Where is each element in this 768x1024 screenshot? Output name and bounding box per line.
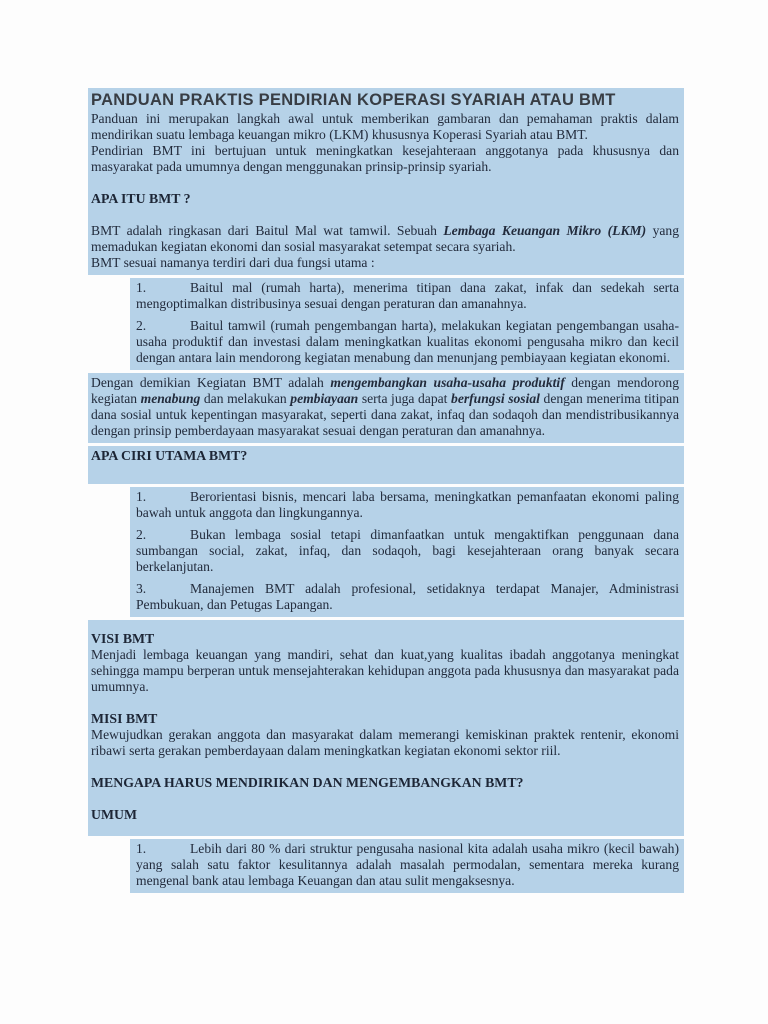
fungsi-item-1 <box>136 280 679 312</box>
umum-heading: UMUM <box>91 807 137 822</box>
apa-itu-paragraph <box>91 223 679 255</box>
blank-line <box>91 791 679 807</box>
ciri-item-2 <box>136 527 679 575</box>
misi-heading: MISI BMT <box>91 711 158 726</box>
text-run: dengan menerima titipan dana sosial untuk kepentingan masyarakat, seperti dana zakat, infaq dan sodaqoh dan mendistribusikannya dengan prinsip pemberdayaan masyarakat sesuai dengan peraturan dan amanahnya. <box>91 391 679 438</box>
text-run: dan melakukan <box>200 391 291 406</box>
emphasis-run: Lembaga Keuangan Mikro (LKM) <box>443 223 647 238</box>
intro-paragraph-2: Pendirian BMT ini bertujuan untuk meningkatkan kesejahteraan anggotanya pada khususnya dan masyarakat pada umumnya dengan menggunakan prinsip-prinsip syariah. <box>91 143 679 174</box>
emphasis-run: menabung <box>140 391 201 406</box>
visi-heading: VISI BMT <box>91 631 155 646</box>
blank-line <box>91 464 679 480</box>
blank-line <box>91 175 679 191</box>
emphasis-run: berfungsi sosial <box>451 391 540 406</box>
visi-paragraph: Menjadi lembaga keuangan yang mandiri, sehat dan kuat,yang kualitas ibadah anggotanya meningkat sehingga mampu berperan untuk mensejahterakan kehidupan anggota pada khususnya dan masyarakat pada umumnya. <box>91 647 679 694</box>
list-item-text: Baitul mal (rumah harta), menerima titipan dana zakat, infak dan sedekah serta mengoptimalkan distribusinya sesuai dengan peraturan dan amanahnya. <box>136 280 679 311</box>
ciri-item-3 <box>136 581 679 613</box>
kegiatan-paragraph <box>91 375 679 439</box>
list-number: 1. <box>136 280 147 295</box>
emphasis-run: pembiayaan <box>290 391 359 406</box>
kegiatan-summary-section <box>88 373 684 443</box>
list-item-text: Bukan lembaga sosial tetapi dimanfaatkan untuk mengaktifkan penggunaan dana sumbangan social, zakat, infaq, dan sodaqoh, bagi kesejahteraan orang banyak secara berkelanjutan. <box>136 527 679 574</box>
blank-line <box>91 759 679 775</box>
blank-line <box>91 823 679 832</box>
list-number: 2. <box>136 527 147 542</box>
visi-misi-section <box>88 620 684 836</box>
ciri-heading-section <box>88 446 684 484</box>
list-item-text: Berorientasi bisnis, mencari laba bersama, meningkatkan pemanfaatan ekonomi paling bawah untuk anggota dan lingkungannya. <box>136 489 679 520</box>
list-item-text: Manajemen BMT adalah profesional, setidaknya terdapat Manajer, Administrasi Pembukuan, dan Petugas Lapangan. <box>136 581 679 612</box>
list-number: 1. <box>136 841 147 856</box>
apa-itu-heading: APA ITU BMT ? <box>91 191 191 206</box>
intro-section <box>88 88 684 275</box>
blank-line <box>91 622 679 631</box>
intro-paragraph-1: Panduan ini merupakan langkah awal untuk memberikan gambaran dan pemahaman praktis dalam mendirikan suatu lembaga keuangan mikro (LKM) khususnya Koperasi Syariah atau BMT. <box>91 111 679 142</box>
mengapa-heading: MENGAPA HARUS MENDIRIKAN DAN MENGEMBANGKAN BMT? <box>91 775 524 790</box>
blank-line <box>91 695 679 711</box>
ciri-item-1 <box>136 489 679 521</box>
ciri-heading: APA CIRI UTAMA BMT? <box>91 448 248 463</box>
umum-list-section <box>130 839 684 893</box>
umum-item-1 <box>136 841 679 889</box>
list-number: 1. <box>136 489 147 504</box>
text-run: yang memadukan kegiatan ekonomi dan sosial masyarakat setempat secara syariah. <box>91 223 679 254</box>
blank-line <box>91 207 679 223</box>
fungsi-list-section <box>130 278 684 370</box>
misi-paragraph: Mewujudkan gerakan anggota dan masyarakat dalam memerangi kemiskinan praktek rentenir, ekonomi ribawi serta gerakan pemberdayaan dalam meningkatkan kegiatan ekonomi sektor riil. <box>91 727 679 758</box>
text-run: dengan mendorong kegiatan <box>91 375 679 406</box>
ciri-list-section <box>130 487 684 617</box>
list-item-text: Lebih dari 80 % dari struktur pengusaha nasional kita adalah usaha mikro (kecil bawah) yang salah satu faktor kesulitannya adalah masalah permodalan, sementara mereka kurang mengenal bank atau lembaga Keuangan dan atau sulit mengaksesnya. <box>136 841 679 888</box>
text-run: Dengan demikian Kegiatan BMT adalah <box>91 375 331 390</box>
text-run: serta juga dapat <box>358 391 452 406</box>
text-run: BMT adalah ringkasan dari Baitul Mal wat tamwil. Sebuah <box>91 223 444 238</box>
list-number: 3. <box>136 581 147 596</box>
document-title: PANDUAN PRAKTIS PENDIRIAN KOPERASI SYARIAH ATAU BMT <box>91 91 616 109</box>
fungsi-intro-line: BMT sesuai namanya terdiri dari dua fungsi utama : <box>91 255 375 270</box>
fungsi-item-2 <box>136 318 679 366</box>
list-number: 2. <box>136 318 147 333</box>
emphasis-run: mengembangkan usaha-usaha produktif <box>330 375 565 390</box>
list-item-text: Baitul tamwil (rumah pengembangan harta), melakukan kegiatan pengembangan usaha-usaha produktif dan investasi dalam meningkatkan kualitas ekonomi pengusaha mikro dan kecil dengan antara lain mendorong kegiatan menabung dan menunjang pembiayaan kegiatan ekonomi. <box>136 318 679 365</box>
